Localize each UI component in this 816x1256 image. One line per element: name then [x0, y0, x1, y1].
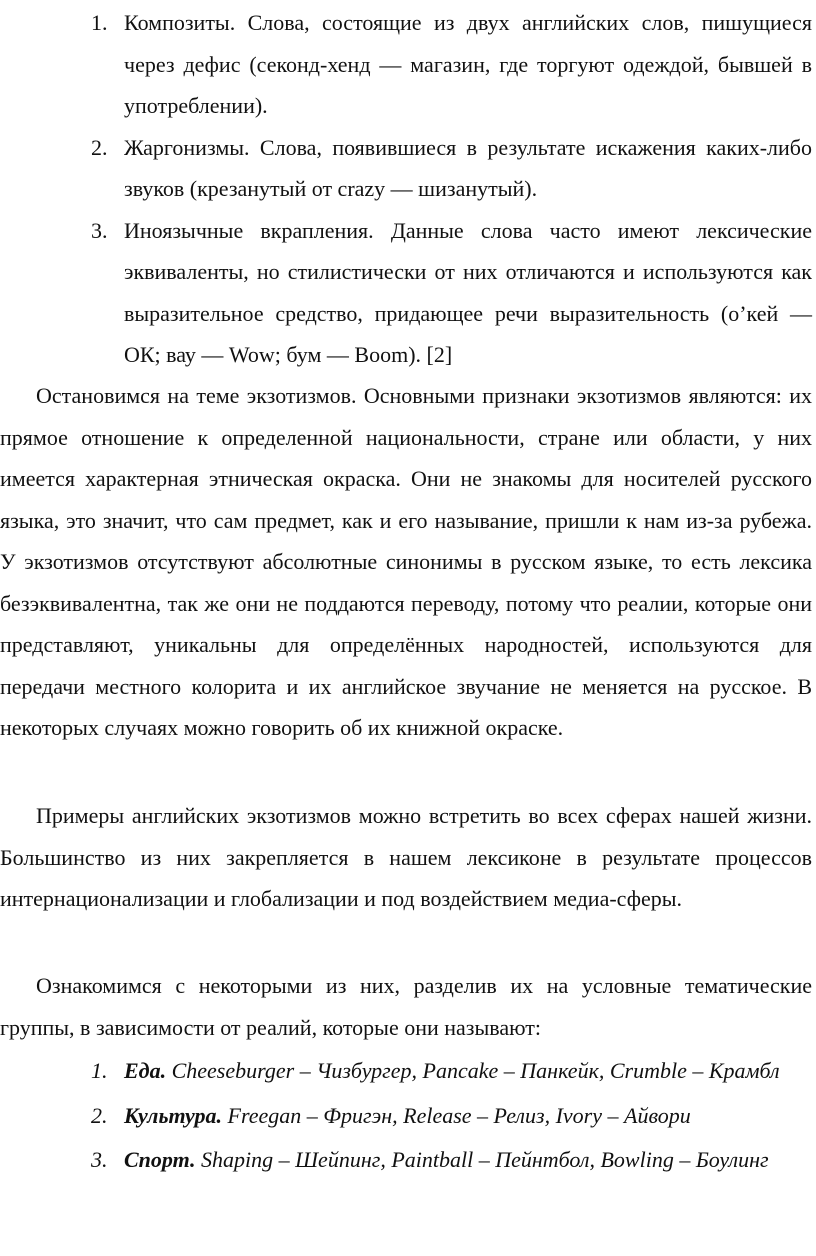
list-item-term: Еда. [124, 1058, 167, 1083]
list-item [0, 210, 816, 376]
list-item [0, 1144, 816, 1176]
list-item-text: Иноязычные вкрапления. Данные слова часто имеют лексические эквиваленты, но стилистически от них отличаются и используются как выразительное средство, придающее речи выразительность (о’кей — ОК; вау — Wow; бум — Boom). [2] [124, 217, 812, 367]
numbered-list-thematic-groups [0, 1050, 816, 1176]
list-item-term: Культура. [124, 1103, 223, 1128]
list-item-text: Cheeseburger – Чизбургер, Pancake – Панкейк, Crumble – Крамбл [166, 1058, 780, 1083]
list-item-number: 1. [91, 1058, 108, 1083]
list-item-text: Композиты. Слова, состоящие из двух английских слов, пишущиеся через дефис (секонд-хенд — магазин, где торгуют одеждой, бывшей в употреблении). [124, 10, 812, 118]
list-item [0, 1095, 816, 1136]
paragraph-examples: Примеры английских экзотизмов можно встретить во всех сферах нашей жизни. Большинство из них закрепляется в нашем лексиконе в результате процессов интернационализации и глобализации и под воздействием медиа-сферы. [0, 803, 812, 911]
paragraph-groups-intro: Ознакомимся с некоторыми из них, разделив их на условные тематические группы, в зависимости от реалий, которые они называют: [0, 973, 812, 1040]
list-item-term: Спорт. [124, 1147, 196, 1172]
list-item-number: 2. [91, 134, 108, 160]
list-item [0, 127, 816, 210]
list-item [0, 2, 816, 127]
paragraph-exoticisms: Остановимся на теме экзотизмов. Основными признаки экзотизмов являются: их прямое отношение к определенной национальности, стране или области, у них имеется характерная этническая окраска. Они не знакомы для носителей русского языка, это значит, что сам предмет, как и его называние, пришли к нам из-за рубежа. У экзотизмов отсутствуют абсолютные синонимы в русском языке, то есть лексика безэквивалентна, так же они не поддаются переводу, потому что реалии, которые они представляют, уникальны для определённых народностей, используются для передачи местного колорита и их английское звучание не меняется на русское. В некоторых случаях можно говорить об их книжной окраске. [0, 383, 812, 740]
list-item-text: Freegan – Фригэн, Release – Релиз, Ivory – Айвори [222, 1103, 691, 1128]
numbered-list-loanword-types [0, 2, 816, 376]
list-item [0, 1050, 816, 1091]
list-item-number: 2. [91, 1103, 108, 1128]
list-item-number: 3. [91, 217, 108, 243]
list-item-number: 3. [91, 1147, 108, 1172]
list-item-text: Жаргонизмы. Слова, появившиеся в результате искажения каких-либо звуков (крезанутый от crazy — шизанутый). [124, 134, 812, 201]
list-item-number: 1. [91, 10, 108, 35]
list-item-text: Shaping – Шейпинг, Paintball – Пейнтбол, Bowling – Боулинг [195, 1147, 769, 1172]
